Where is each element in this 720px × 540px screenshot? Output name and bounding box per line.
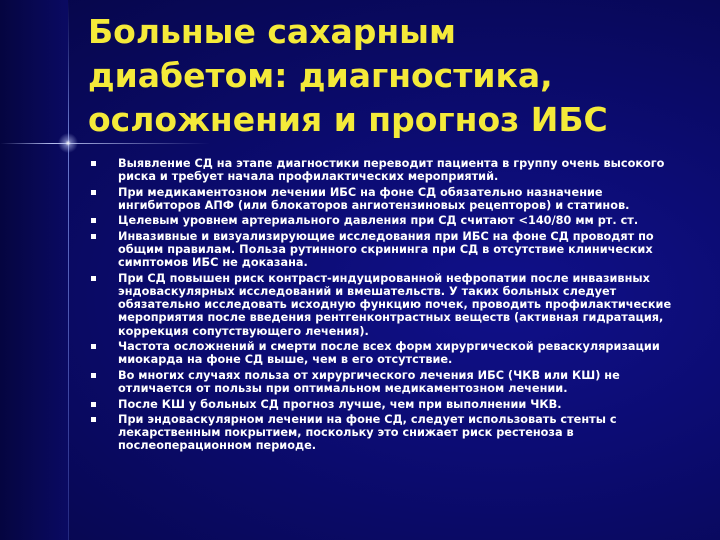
- horizontal-decor-line: [0, 143, 210, 144]
- bullet-text: При СД повышен риск контраст-индуцированной нефропатии после инвазивных эндоваскулярных исследований и вмешательств. У таких больных следует обязательно исследовать исходную функцию почек, проводить профилактические мероприятия после введения рентгенконтрастных веществ (активная гидратация, коррекция сопутствующего лечения).: [118, 271, 672, 338]
- title-line: осложнения и прогноз ИБС: [88, 100, 608, 139]
- bullet-item: [90, 157, 680, 183]
- square-bullet-icon: [91, 402, 96, 407]
- title-line: диабетом: диагностика,: [88, 56, 553, 95]
- bullet-item: [90, 413, 680, 453]
- bullet-item: [90, 230, 680, 270]
- bullet-text: Частота осложнений и смерти после всех форм хирургической реваскуляризации миокарда на фоне СД выше, чем в его отсутствие.: [118, 340, 660, 367]
- bullet-item: [90, 369, 680, 395]
- title-line: Больные сахарным: [88, 12, 456, 51]
- bullet-list: [90, 157, 680, 455]
- bullet-item: [90, 186, 680, 212]
- square-bullet-icon: [91, 161, 96, 166]
- bullet-text: При эндоваскулярном лечении на фоне СД, следует использовать стенты с лекарственным покрытием, поскольку это снижает риск рестеноза в послеоперационном периоде.: [118, 413, 617, 453]
- bullet-item: [90, 214, 680, 227]
- square-bullet-icon: [91, 344, 96, 349]
- light-flare-decor: [56, 131, 80, 155]
- vertical-decor-line: [68, 0, 69, 540]
- bullet-item: [90, 272, 680, 338]
- bullet-text: Во многих случаях польза от хирургического лечения ИБС (ЧКВ или КШ) не отличается от пользы при оптимальном медикаментозном лечении.: [118, 368, 620, 396]
- bullet-item: [90, 398, 680, 411]
- slide-title: [88, 10, 708, 142]
- square-bullet-icon: [91, 234, 96, 239]
- square-bullet-icon: [91, 218, 96, 223]
- bullet-item: [90, 340, 680, 366]
- square-bullet-icon: [91, 190, 96, 195]
- bullet-text: Целевым уровнем артериального давления при СД считают <140/80 мм рт. ст.: [118, 214, 639, 228]
- square-bullet-icon: [91, 276, 96, 281]
- bullet-text: Инвазивные и визуализирующие исследования при ИБС на фоне СД проводят по общим правилам. Польза рутинного скрининга при СД в отсутствие клинических симптомов ИБС не доказана.: [118, 229, 654, 270]
- bullet-text: Выявление СД на этапе диагностики переводит пациента в группу очень высокого риска и требует начала профилактических мероприятий.: [118, 157, 665, 184]
- square-bullet-icon: [91, 373, 96, 378]
- left-decor-band: [0, 0, 68, 540]
- bullet-text: При медикаментозном лечении ИБС на фоне СД обязательно назначение ингибиторов АПФ (или блокаторов ангиотензиновых рецепторов) и статинов.: [118, 185, 630, 212]
- bullet-text: После КШ у больных СД прогноз лучше, чем при выполнении ЧКВ.: [118, 397, 562, 411]
- square-bullet-icon: [91, 417, 96, 422]
